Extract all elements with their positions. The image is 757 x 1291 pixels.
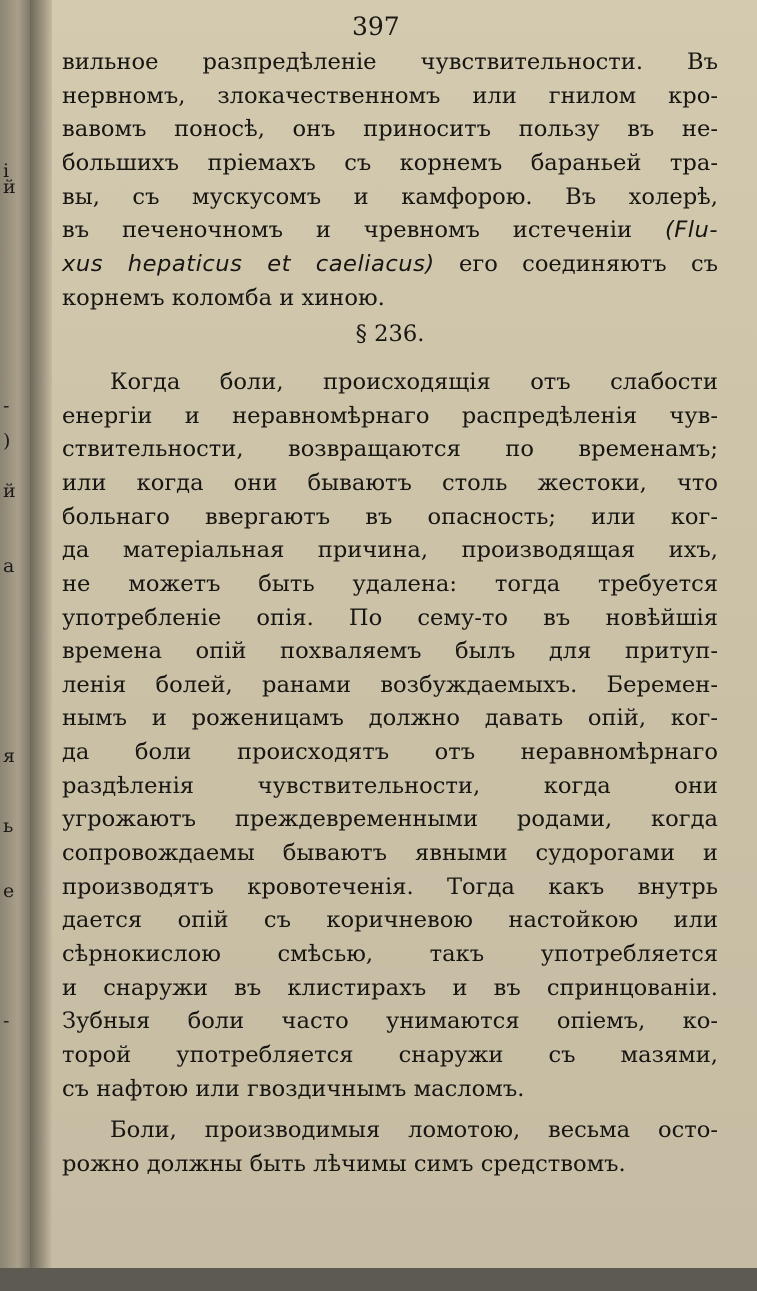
text-line: употребленіе опія. По сему-то въ новѣйшія bbox=[62, 604, 718, 631]
text-line: нервномъ, злокачественномъ или гнилом кро- bbox=[62, 82, 718, 109]
text-line: сѣрнокислою смѣсью, такъ употребляется bbox=[62, 941, 718, 968]
text-line: вы, съ мускусомъ и камфорою. Въ холерѣ, bbox=[62, 183, 718, 210]
text-line: раздѣленія чувствительности, когда они bbox=[62, 772, 718, 799]
text-line: да боли происходятъ отъ неравномѣрнаго bbox=[62, 739, 718, 766]
text-fragment: въ печеночномъ и чревномъ истеченіи bbox=[62, 217, 633, 244]
text-line: енергіи и неравномѣрнаго распредѣленія чув- bbox=[62, 402, 718, 429]
text-line: сопровождаемы бываютъ явными судорогами и bbox=[62, 840, 718, 867]
left-margin-char: - bbox=[3, 1010, 10, 1032]
paragraph-first-line: Когда боли, происходящія отъ слабости bbox=[110, 368, 718, 395]
text-line: или когда они бываютъ столь жестоки, что bbox=[62, 469, 718, 496]
text-line: вавомъ поносѣ, онъ приноситъ пользу въ не- bbox=[62, 116, 718, 143]
latin-term: (Flu- bbox=[664, 217, 718, 244]
book-gutter bbox=[30, 0, 52, 1291]
left-margin-char: ь bbox=[3, 815, 14, 837]
left-margin-char: я bbox=[3, 745, 15, 767]
text-line: и снаружи въ клистирахъ и въ спринцованіи. bbox=[62, 974, 718, 1001]
page-number: 397 bbox=[352, 12, 400, 41]
left-margin-char: й bbox=[3, 176, 16, 198]
text-line: Зубныя боли часто унимаются опіемъ, ко- bbox=[62, 1008, 718, 1035]
text-line bbox=[62, 214, 718, 248]
text-fragment: его соединяютъ съ bbox=[459, 250, 718, 277]
text-line bbox=[62, 248, 718, 282]
paragraph-first-line: Боли, производимыя ломотою, весьма осто- bbox=[110, 1117, 718, 1144]
left-page-edge bbox=[0, 0, 30, 1291]
text-line: больнаго ввергаютъ въ опасность; или ког- bbox=[62, 503, 718, 530]
text-line: не можетъ быть удалена: тогда требуется bbox=[62, 570, 718, 597]
text-line: вильное разпредѣленіе чувствительности. Въ bbox=[62, 49, 718, 75]
text-line: ствительности, возвращаются по временамъ; bbox=[62, 436, 718, 463]
text-line: да матеріальная причина, производящая ихъ, bbox=[62, 537, 718, 564]
left-margin-char: ) bbox=[3, 430, 11, 452]
text-line: торой употребляется снаружи съ мазями, bbox=[62, 1042, 718, 1069]
page-text bbox=[62, 46, 718, 1182]
left-margin-char: а bbox=[3, 555, 15, 577]
page-bottom-edge bbox=[0, 1268, 757, 1291]
left-margin-char: й bbox=[3, 480, 16, 502]
latin-term: xus hepaticus et caeliacus) bbox=[62, 250, 435, 277]
text-line: угрожаютъ преждевременными родами, когда bbox=[62, 806, 718, 833]
text-line: времена опій похваляемъ былъ для притуп- bbox=[62, 638, 718, 665]
text-line: нымъ и роженицамъ должно давать опій, ког- bbox=[62, 705, 718, 732]
text-line: съ нафтою или гвоздичнымъ масломъ. bbox=[62, 1075, 525, 1102]
left-margin-char: - bbox=[3, 395, 10, 417]
text-line: корнемъ коломба и хиною. bbox=[62, 284, 385, 311]
left-margin-char: е bbox=[3, 880, 15, 902]
text-line: большихъ пріемахъ съ корнемъ бараньей тра- bbox=[62, 149, 718, 176]
text-line: рожно должны быть лѣчимы симъ средствомъ. bbox=[62, 1151, 626, 1177]
text-line: дается опій съ коричневою настойкою или bbox=[62, 907, 718, 934]
left-margin-char: i bbox=[3, 160, 10, 182]
section-heading: § 236. bbox=[355, 321, 425, 348]
text-line: производятъ кровотеченія. Тогда какъ внутрь bbox=[62, 873, 718, 900]
text-line: ленія болей, ранами возбуждаемыхъ. Беремен- bbox=[62, 671, 718, 698]
